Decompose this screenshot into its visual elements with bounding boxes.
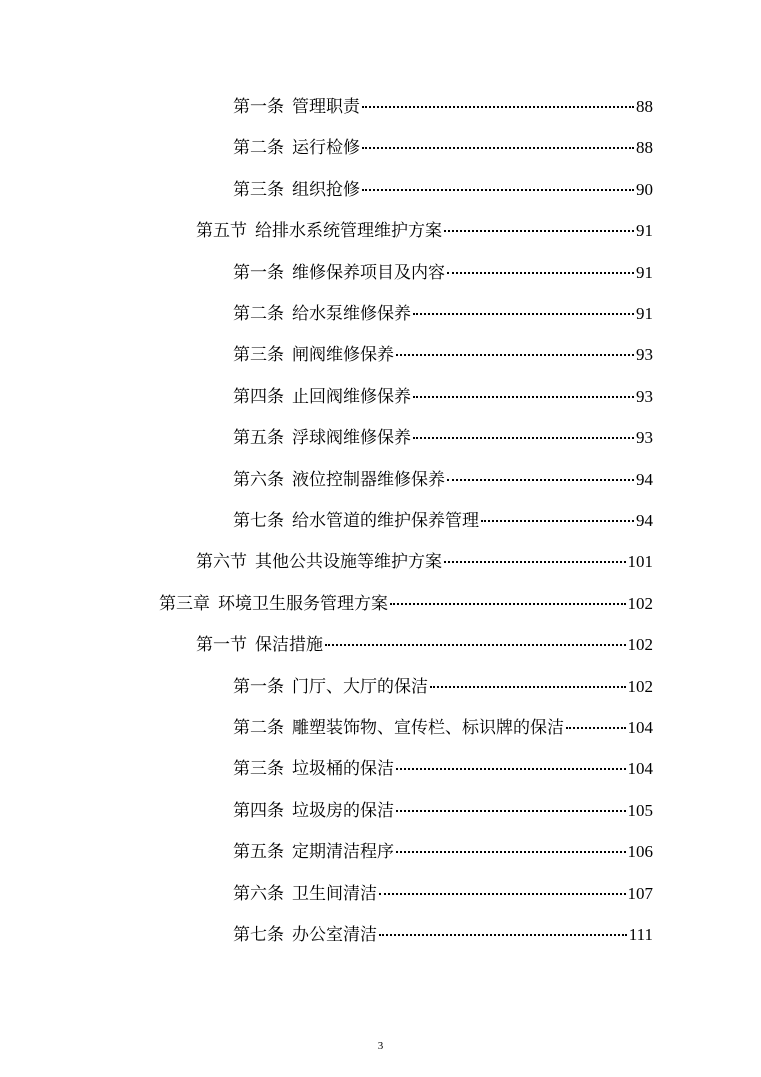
toc-entry-number: 第二条: [233, 718, 284, 738]
toc-entry-number: 第一条: [233, 97, 284, 117]
dot-leader: [566, 713, 626, 729]
dot-leader: [444, 216, 634, 232]
toc-entry-page: 102: [627, 593, 653, 613]
toc-entry[interactable]: [196, 216, 653, 246]
toc-entry-number: 第六节: [196, 552, 247, 573]
toc-entry-number: 第三条: [233, 759, 284, 780]
toc-entry-page: 93: [636, 428, 653, 448]
toc-entry-page: 91: [636, 304, 653, 323]
toc-entry-page: 93: [636, 345, 653, 365]
toc-entry-number: 第三条: [233, 345, 284, 366]
toc-entry[interactable]: [233, 258, 653, 288]
toc-entry-title: 组织抢修: [292, 179, 360, 200]
toc-entry[interactable]: [233, 465, 653, 495]
dot-leader: [396, 340, 634, 356]
toc-entry-page: 105: [627, 800, 653, 820]
toc-entry-title: 维修保养项目及内容: [292, 262, 445, 283]
toc-entry-page: 88: [636, 97, 653, 116]
toc-entry-number: 第六条: [233, 883, 284, 904]
toc-entry-page: 94: [636, 469, 653, 489]
toc-entry-number: 第三章: [159, 593, 210, 614]
toc-entry-number: 第七条: [233, 511, 284, 531]
toc-entry[interactable]: [233, 796, 653, 826]
toc-entry-title: 保洁措施: [255, 635, 323, 656]
toc-entry-number: 第二条: [233, 138, 284, 159]
toc-entry-title: 给排水系统管理维护方案: [255, 221, 442, 242]
toc-entry[interactable]: [233, 92, 653, 122]
dot-leader: [481, 506, 634, 522]
toc-entry-title: 管理职责: [292, 97, 360, 117]
toc-entry-title: 卫生间清洁: [292, 883, 377, 904]
toc-entry-number: 第四条: [233, 800, 284, 821]
toc-entry[interactable]: [233, 340, 653, 370]
toc-entry[interactable]: [233, 672, 653, 702]
toc-entry-page: 91: [636, 221, 653, 241]
toc-entry-title: 其他公共设施等维护方案: [255, 552, 442, 573]
toc-entry-number: 第六条: [233, 469, 284, 490]
toc-entry[interactable]: [233, 382, 653, 412]
toc-entry[interactable]: [233, 299, 653, 329]
toc-entry-title: 定期清洁程序: [292, 842, 394, 863]
toc-entry-page: 101: [627, 552, 653, 572]
toc-entry-number: 第一条: [233, 262, 284, 283]
toc-entry-page: 107: [627, 883, 653, 903]
toc-entry[interactable]: [233, 879, 653, 909]
toc-entry-title: 液位控制器维修保养: [292, 469, 445, 490]
toc-entry[interactable]: [233, 175, 653, 205]
toc-entry-number: 第四条: [233, 386, 284, 407]
dot-leader: [430, 672, 626, 688]
toc-entry[interactable]: [233, 837, 653, 867]
toc-entry[interactable]: [233, 713, 653, 743]
toc-entry-page: 94: [636, 511, 653, 530]
toc-entry-number: 第一节: [196, 635, 247, 656]
dot-leader: [413, 382, 634, 398]
toc-entry-page: 90: [636, 179, 653, 199]
toc-entry-title: 浮球阀维修保养: [292, 428, 411, 449]
toc-entry-number: 第七条: [233, 925, 284, 945]
toc-entry[interactable]: [196, 547, 653, 577]
dot-leader: [390, 589, 626, 605]
toc-entry-title: 闸阀维修保养: [292, 345, 394, 366]
toc-entry-title: 门厅、大厅的保洁: [292, 676, 428, 697]
toc-entry-page: 93: [636, 386, 653, 406]
toc-entry-title: 雕塑装饰物、宣传栏、标识牌的保洁: [292, 718, 564, 738]
toc-entry-number: 第二条: [233, 304, 284, 324]
toc-entry[interactable]: [233, 423, 653, 453]
toc-entry[interactable]: [159, 589, 653, 619]
toc-entry[interactable]: [233, 133, 653, 163]
page-number: 3: [377, 1040, 384, 1052]
dot-leader: [413, 423, 634, 439]
toc-entry-title: 给水管道的维护保养管理: [292, 511, 479, 531]
toc-entry[interactable]: [233, 920, 653, 950]
toc-entry-page: 111: [628, 925, 653, 944]
toc-entry-number: 第五节: [196, 221, 247, 242]
dot-leader: [396, 796, 626, 812]
dot-leader: [325, 630, 626, 646]
toc-entry-title: 垃圾桶的保洁: [292, 759, 394, 780]
toc-entry-title: 垃圾房的保洁: [292, 800, 394, 821]
dot-leader: [362, 133, 634, 149]
toc-entry-page: 102: [627, 635, 653, 655]
toc-entry-page: 104: [627, 759, 653, 779]
toc-entry[interactable]: [196, 630, 653, 660]
toc-entry-page: 106: [627, 842, 653, 862]
toc-entry-number: 第五条: [233, 428, 284, 449]
dot-leader: [396, 837, 626, 853]
toc-entry[interactable]: [233, 754, 653, 784]
dot-leader: [413, 299, 634, 315]
toc-entry-number: 第五条: [233, 842, 284, 863]
toc-entry-title: 给水泵维修保养: [292, 304, 411, 324]
toc-entry-number: 第一条: [233, 676, 284, 697]
toc-entry-title: 环境卫生服务管理方案: [218, 593, 388, 614]
dot-leader: [447, 465, 634, 481]
toc-entry-page: 88: [636, 138, 653, 158]
dot-leader: [362, 92, 634, 108]
toc-entry-page: 104: [627, 718, 653, 737]
toc-entry-title: 办公室清洁: [292, 925, 377, 945]
dot-leader: [362, 175, 634, 191]
dot-leader: [379, 920, 627, 936]
dot-leader: [396, 754, 626, 770]
dot-leader: [447, 258, 634, 274]
toc-entry-number: 第三条: [233, 179, 284, 200]
toc-entry-title: 运行检修: [292, 138, 360, 159]
dot-leader: [444, 547, 626, 563]
toc-entry-page: 91: [636, 262, 653, 282]
toc-entry-title: 止回阀维修保养: [292, 386, 411, 407]
toc-entry-page: 102: [627, 676, 653, 696]
toc-entry[interactable]: [233, 506, 653, 536]
dot-leader: [379, 879, 626, 895]
